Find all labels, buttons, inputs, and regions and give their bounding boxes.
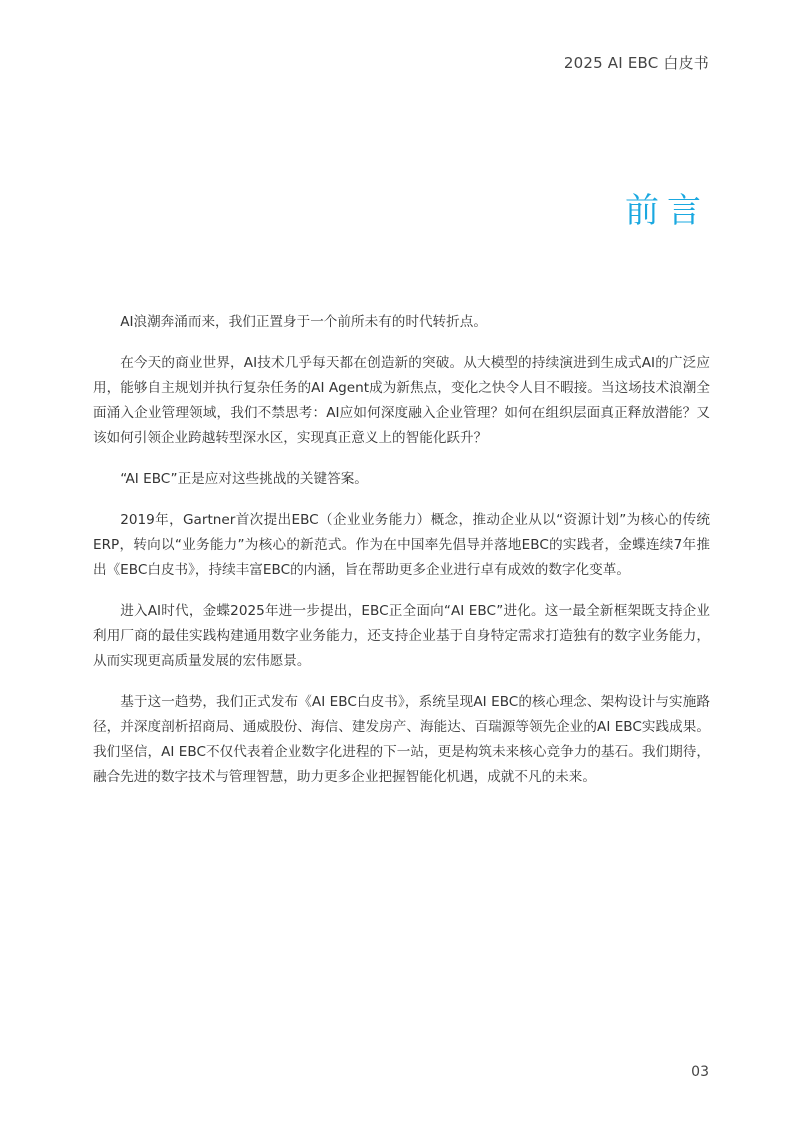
paragraph-6: 基于这一趋势，我们正式发布《AI EBC白皮书》，系统呈现AI EBC的核心理念、架构设计与实施路径，并深度剖析招商局、通威股份、海信、建发房产、海能达、百瑞源等领先企业的AI EBC实践成果。我们坚信，AI EBC不仅代表着企业数字化进程的下一站，更是构筑未来核心竞争力的基石。我们期待，融合先进的数字技术与管理智慧，助力更多企业把握智能化机遇，成就不凡的未来。	[93, 694, 710, 785]
paragraph-4: 2019年，Gartner首次提出EBC（企业业务能力）概念，推动企业从以“资源计划”为核心的传统ERP，转向以“业务能力”为核心的新范式。作为在中国率先倡导并落地EBC的实践者，金蝶连续7年推出《EBC白皮书》，持续丰富EBC的内涵，旨在帮助更多企业进行卓有成效的数字化变革。	[93, 512, 710, 578]
section-title: 前言	[625, 191, 709, 231]
paragraph-2: 在今天的商业世界，AI技术几乎每天都在创造新的突破。从大模型的持续演进到生成式AI的广泛应用，能够自主规划并执行复杂任务的AI Agent成为新焦点，变化之快令人目不暇接。当这场技术浪潮全面涌入企业管理领域，我们不禁思考：AI应如何深度融入企业管理？如何在组织层面真正释放潜能？又该如何引领企业跨越转型深水区，实现真正意义上的智能化跃升？	[93, 355, 710, 446]
paragraph-1: AI浪潮奔涌而来，我们正置身于一个前所未有的时代转折点。	[120, 314, 487, 330]
paragraph-5: 进入AI时代，金蝶2025年进一步提出，EBC正全面向“AI EBC”进化。这一最全新框架既支持企业利用厂商的最佳实践构建通用数字业务能力，还支持企业基于自身特定需求打造独有的数字业务能力，从而实现更高质量发展的宏伟愿景。	[93, 603, 710, 669]
preface-body	[93, 310, 710, 806]
paragraph-3: “AI EBC”正是应对这些挑战的关键答案。	[120, 471, 368, 487]
document-title: 2025 AI EBC 白皮书	[563, 54, 709, 72]
page-number: 03	[691, 1064, 709, 1080]
